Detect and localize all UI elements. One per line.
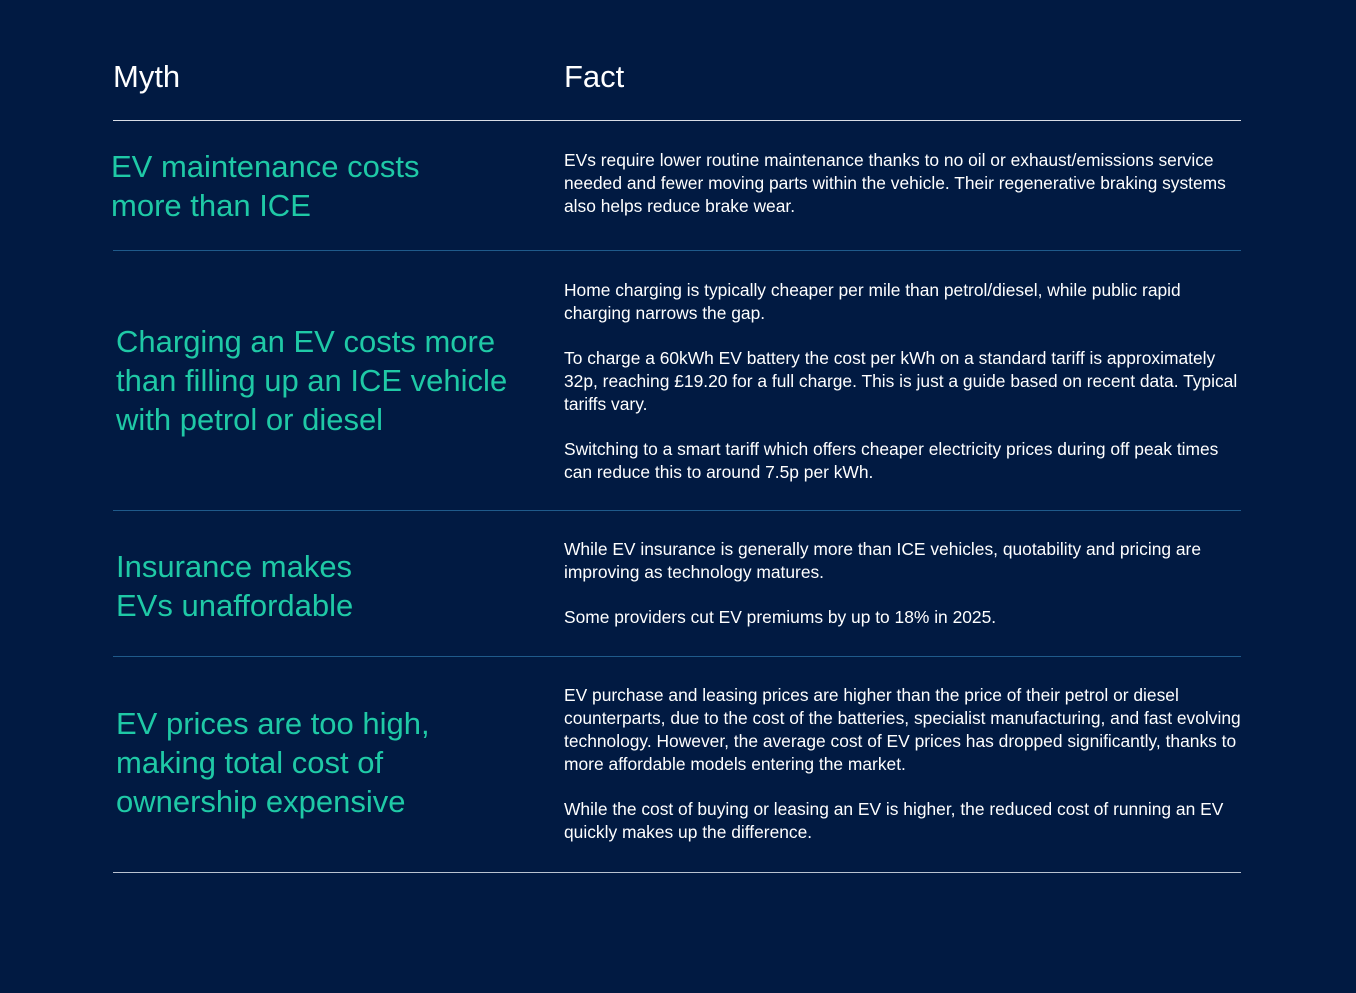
fact-paragraph: Some providers cut EV premiums by up to 18% in 2025.	[564, 607, 997, 627]
fact-paragraph: To charge a 60kWh EV battery the cost per kWh on a standard tariff is approximately 32p, reaching £19.20 for a full charge. This is just a guide based on recent data. Typical tariffs vary.	[564, 348, 1238, 414]
fact-text	[564, 538, 1244, 629]
fact-paragraph: While the cost of buying or leasing an EV is higher, the reduced cost of running an EV quickly makes up the difference.	[564, 799, 1224, 842]
table-row-prices	[113, 657, 1241, 873]
myth-column-heading: Myth	[113, 59, 181, 94]
fact-column-heading: Fact	[564, 59, 625, 94]
fact-paragraph: Switching to a smart tariff which offers cheaper electricity prices during off peak times can reduce this to around 7.5p per kWh.	[564, 439, 1219, 482]
fact-paragraph: EV purchase and leasing prices are higher than the price of their petrol or diesel counterparts, due to the cost of the batteries, specialist manufacturing, and fast evolving technology. However, the average cost of EV prices has dropped significantly, thanks to more affordable models entering the market.	[564, 685, 1241, 774]
table-row-maintenance	[113, 121, 1241, 251]
myth-text: EV prices are too high, making total cost of ownership expensive	[116, 706, 430, 819]
table-header	[113, 0, 1241, 121]
table-row-insurance	[113, 511, 1241, 657]
table-row-charging	[113, 251, 1241, 511]
fact-text	[564, 149, 1244, 218]
fact-text	[564, 684, 1244, 844]
fact-text	[564, 279, 1244, 484]
myth-text: Insurance makes EVs unaffordable	[116, 549, 354, 623]
myth-text: EV maintenance costs more than ICE	[111, 149, 420, 223]
fact-paragraph: While EV insurance is generally more than ICE vehicles, quotability and pricing are improving as technology matures.	[564, 539, 1202, 582]
myth-text: Charging an EV costs more than filling up an ICE vehicle with petrol or diesel	[116, 324, 508, 437]
fact-paragraph: EVs require lower routine maintenance thanks to no oil or exhaust/emissions service needed and fewer moving parts within the vehicle. Their regenerative braking systems also helps reduce brake wear.	[564, 150, 1226, 216]
fact-paragraph: Home charging is typically cheaper per mile than petrol/diesel, while public rapid charging narrows the gap.	[564, 280, 1181, 323]
